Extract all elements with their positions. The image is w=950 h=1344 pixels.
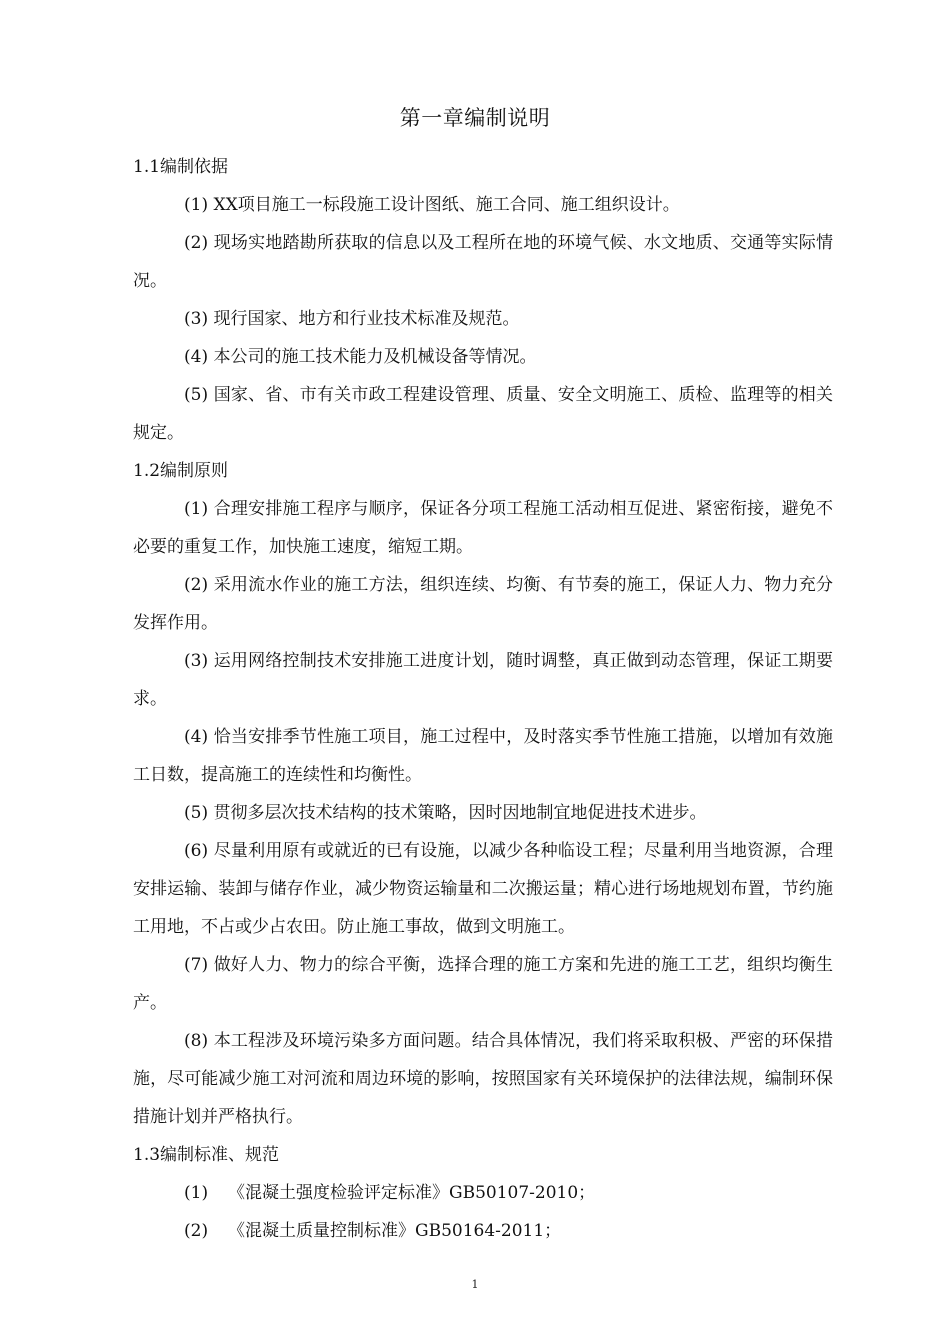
section-heading-1-3: 1.3编制标准、规范 <box>133 1145 280 1165</box>
basis-paragraph-3: (3) 现行国家、地方和行业技术标准及规范。 <box>184 309 520 329</box>
section-heading-1-1: 1.1编制依据 <box>133 157 229 177</box>
principle-paragraph-4: (4) 恰当安排季节性施工项目，施工过程中，及时落实季节性施工措施，以增加有效施工日数，提高施工的连续性和均衡性。 <box>133 727 833 785</box>
section-heading-1-2: 1.2编制原则 <box>133 461 229 481</box>
page-number: 1 <box>471 1278 479 1291</box>
chapter-title: 第一章编制说明 <box>399 106 551 130</box>
basis-paragraph-5: (5) 国家、省、市有关市政工程建设管理、质量、安全文明施工、质检、监理等的相关规定。 <box>133 385 833 443</box>
principle-paragraph-3: (3) 运用网络控制技术安排施工进度计划，随时调整，真正做到动态管理，保证工期要求。 <box>133 651 833 709</box>
principle-paragraph-1: (1) 合理安排施工程序与顺序，保证各分项工程施工活动相互促进、紧密衔接，避免不必要的重复工作，加快施工速度，缩短工期。 <box>133 499 833 557</box>
standard-list-item <box>133 1212 833 1250</box>
principle-paragraph-8: (8) 本工程涉及环境污染多方面问题。结合具体情况，我们将采取积极、严密的环保措施，尽可能减少施工对河流和周边环境的影响，按照国家有关环境保护的法律法规，编制环保措施计划并严格执行。 <box>133 1031 833 1127</box>
principle-paragraph-7: (7) 做好人力、物力的综合平衡，选择合理的施工方案和先进的施工工艺，组织均衡生产。 <box>133 955 833 1013</box>
principle-paragraph-5: (5) 贯彻多层次技术结构的技术策略，因时因地制宜地促进技术进步。 <box>184 803 707 823</box>
principle-paragraph-6: (6) 尽量利用原有或就近的已有设施，以减少各种临设工程；尽量利用当地资源，合理安排运输、装卸与储存作业，减少物资运输量和二次搬运量；精心进行场地规划布置，节约施工用地，不占或少占农田。防止施工事故，做到文明施工。 <box>133 841 833 937</box>
principle-paragraph-2: (2) 采用流水作业的施工方法，组织连续、均衡、有节奏的施工，保证人力、物力充分发挥作用。 <box>133 575 833 633</box>
basis-paragraph-1: (1) XX项目施工一标段施工设计图纸、施工合同、施工组织设计。 <box>184 195 680 215</box>
standard-item-text: 《混凝土强度检验评定标准》GB50107-2010； <box>228 1183 596 1203</box>
standard-list-item <box>133 1174 833 1212</box>
basis-paragraph-2: (2) 现场实地踏勘所获取的信息以及工程所在地的环境气候、水文地质、交通等实际情况。 <box>133 233 833 291</box>
basis-paragraph-4: (4) 本公司的施工技术能力及机械设备等情况。 <box>184 347 537 367</box>
standard-item-number: (2) <box>184 1221 209 1241</box>
standard-item-text: 《混凝土质量控制标准》GB50164-2011； <box>228 1221 562 1241</box>
standard-item-number: (1) <box>184 1183 209 1203</box>
document-body <box>133 148 833 1250</box>
